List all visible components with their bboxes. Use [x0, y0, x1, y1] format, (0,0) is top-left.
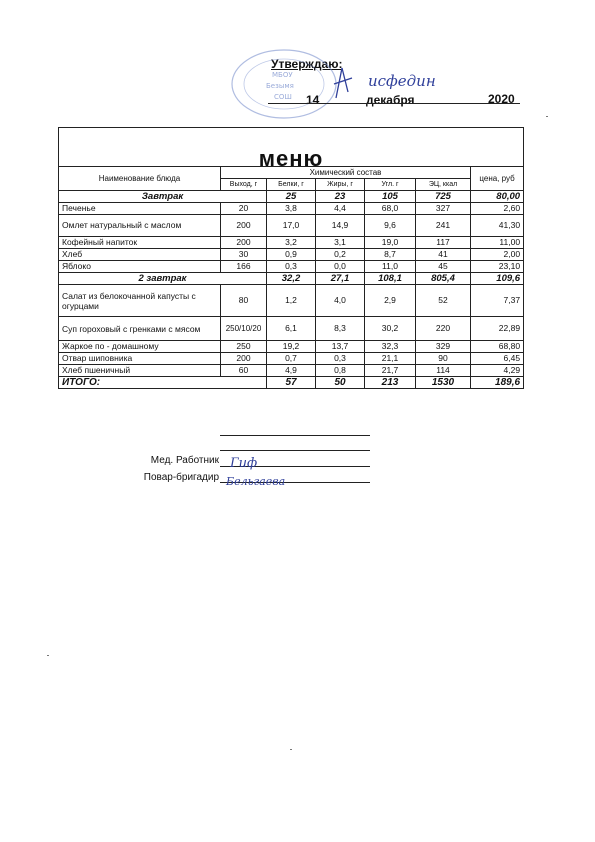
header-yield: Выход, г [221, 179, 267, 191]
scan-speck [290, 749, 292, 750]
dish-protein: 17,0 [267, 215, 316, 237]
official-stamp [230, 48, 338, 120]
header-fat: Жиры, г [316, 179, 365, 191]
section-price: 109,6 [471, 273, 524, 285]
dish-energy: 327 [416, 203, 471, 215]
dish-price: 41,30 [471, 215, 524, 237]
dish-protein: 3,8 [267, 203, 316, 215]
total-price: 189,6 [471, 377, 524, 389]
dish-protein: 6,1 [267, 317, 316, 341]
dish-energy: 45 [416, 261, 471, 273]
dish-protein: 0,7 [267, 353, 316, 365]
svg-text:Гиф: Гиф [230, 456, 258, 471]
dish-protein: 4,9 [267, 365, 316, 377]
section-carbs: 108,1 [365, 273, 416, 285]
cook-label: Повар-бригадир [143, 472, 219, 483]
table-row [59, 249, 524, 261]
dish-fat: 8,3 [316, 317, 365, 341]
section-fat: 27,1 [316, 273, 365, 285]
dish-price: 6,45 [471, 353, 524, 365]
section-carbs: 105 [365, 191, 416, 203]
dish-name: Хлеб пшеничный [59, 365, 221, 377]
dish-energy: 241 [416, 215, 471, 237]
dish-protein: 19,2 [267, 341, 316, 353]
dish-yield: 166 [221, 261, 267, 273]
dish-fat: 4,4 [316, 203, 365, 215]
dish-price: 4,29 [471, 365, 524, 377]
dish-price: 7,37 [471, 285, 524, 317]
dish-carbs: 9,6 [365, 215, 416, 237]
dish-fat: 0,8 [316, 365, 365, 377]
section-energy: 805,4 [416, 273, 471, 285]
dish-carbs: 68,0 [365, 203, 416, 215]
dish-carbs: 19,0 [365, 237, 416, 249]
dish-name: Кофейный напиток [59, 237, 221, 249]
section-energy: 725 [416, 191, 471, 203]
dish-name: Хлеб [59, 249, 221, 261]
dish-name: Яблоко [59, 261, 221, 273]
dish-energy: 52 [416, 285, 471, 317]
menu-table [58, 127, 524, 389]
table-row [59, 261, 524, 273]
dish-fat: 0,2 [316, 249, 365, 261]
cook-signature [224, 470, 334, 492]
scan-speck [546, 116, 548, 117]
table-row [59, 341, 524, 353]
header-carbs: Угл. г [365, 179, 416, 191]
svg-text:Бельгаева: Бельгаева [226, 475, 286, 488]
approved-label: Утверждаю: [271, 57, 343, 71]
dish-carbs: 21,7 [365, 365, 416, 377]
total-fat: 50 [316, 377, 365, 389]
dish-fat: 3,1 [316, 237, 365, 249]
medic-label: Мед. Работник [150, 455, 219, 466]
section-breakfast [59, 191, 524, 203]
dish-energy: 329 [416, 341, 471, 353]
dish-carbs: 21,1 [365, 353, 416, 365]
dish-fat: 13,7 [316, 341, 365, 353]
scan-speck [47, 655, 49, 656]
dish-energy: 41 [416, 249, 471, 261]
table-row [59, 203, 524, 215]
dish-price: 2,60 [471, 203, 524, 215]
dish-name: Омлет натуральный с маслом [59, 215, 221, 237]
section-protein: 25 [267, 191, 316, 203]
table-row [59, 285, 524, 317]
date-day: 14 [306, 93, 320, 107]
dish-yield: 60 [221, 365, 267, 377]
total-energy: 1530 [416, 377, 471, 389]
section-fat: 23 [316, 191, 365, 203]
dish-energy: 114 [416, 365, 471, 377]
date-year: 2020 [488, 92, 515, 106]
dish-yield: 250/10/20 [221, 317, 267, 341]
dish-name: Печенье [59, 203, 221, 215]
total-label: ИТОГО: [59, 377, 267, 389]
section-price: 80,00 [471, 191, 524, 203]
dish-protein: 0,9 [267, 249, 316, 261]
section-lunch [59, 273, 524, 285]
section-label: Завтрак [59, 191, 267, 203]
svg-text:исфедин: исфедин [368, 72, 436, 90]
dish-carbs: 8,7 [365, 249, 416, 261]
dish-price: 23,10 [471, 261, 524, 273]
dish-price: 2,00 [471, 249, 524, 261]
date-underline [268, 103, 520, 104]
dish-yield: 250 [221, 341, 267, 353]
dish-yield: 80 [221, 285, 267, 317]
section-label: 2 завтрак [59, 273, 267, 285]
dish-fat: 14,9 [316, 215, 365, 237]
table-row [59, 365, 524, 377]
dish-yield: 200 [221, 237, 267, 249]
section-protein: 32,2 [267, 273, 316, 285]
svg-text:Безымя: Безымя [266, 82, 294, 90]
dish-fat: 0,0 [316, 261, 365, 273]
dish-carbs: 11,0 [365, 261, 416, 273]
menu-title: меню [59, 128, 524, 167]
dish-price: 22,89 [471, 317, 524, 341]
dish-protein: 3,2 [267, 237, 316, 249]
svg-text:МБОУ: МБОУ [272, 71, 293, 79]
date-month: декабря [366, 93, 415, 107]
dish-energy: 220 [416, 317, 471, 341]
dish-name: Жаркое по - домашному [59, 341, 221, 353]
dish-price: 11,00 [471, 237, 524, 249]
dish-yield: 30 [221, 249, 267, 261]
header-dish: Наименование блюда [59, 167, 221, 191]
total-protein: 57 [267, 377, 316, 389]
header-protein: Белки, г [267, 179, 316, 191]
dish-yield: 200 [221, 215, 267, 237]
table-row [59, 215, 524, 237]
dish-protein: 0,3 [267, 261, 316, 273]
header-chemical: Химический состав [221, 167, 471, 179]
header-energy: ЭЦ, ккал [416, 179, 471, 191]
dish-fat: 4,0 [316, 285, 365, 317]
dish-carbs: 30,2 [365, 317, 416, 341]
dish-energy: 117 [416, 237, 471, 249]
svg-text:СОШ: СОШ [274, 93, 292, 101]
table-row [59, 237, 524, 249]
dish-carbs: 32,3 [365, 341, 416, 353]
dish-protein: 1,2 [267, 285, 316, 317]
dish-carbs: 2,9 [365, 285, 416, 317]
table-row [59, 353, 524, 365]
table-row [59, 317, 524, 341]
header-price: цена, руб [471, 167, 524, 191]
dish-name: Отвар шиповника [59, 353, 221, 365]
total-carbs: 213 [365, 377, 416, 389]
dish-energy: 90 [416, 353, 471, 365]
dish-fat: 0,3 [316, 353, 365, 365]
total-row [59, 377, 524, 389]
dish-name: Суп гороховый с гренками с мясом [59, 317, 221, 341]
signature-line-top [220, 435, 370, 436]
dish-yield: 20 [221, 203, 267, 215]
dish-price: 68,80 [471, 341, 524, 353]
dish-name: Салат из белокочанной капусты с огурцами [59, 285, 221, 317]
dish-yield: 200 [221, 353, 267, 365]
